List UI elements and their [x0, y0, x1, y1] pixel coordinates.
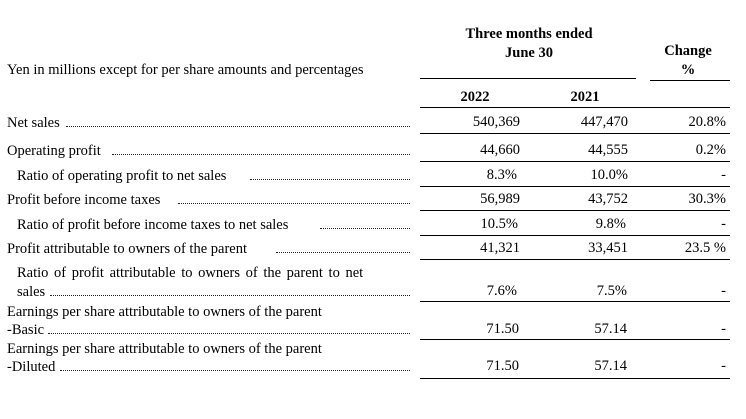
row-rule [420, 133, 730, 134]
value-change: - [721, 358, 726, 374]
value-2022: 7.6% [486, 283, 517, 299]
row-rule [420, 235, 730, 236]
value-2021: 57.14 [594, 358, 627, 374]
row-leader [48, 333, 410, 334]
row-label: Profit attributable to owners of the parent [7, 241, 247, 257]
value-2022: 71.50 [486, 321, 519, 337]
row-leader [50, 295, 410, 296]
period-header-line1: Three months ended [465, 26, 593, 42]
unit-note: Yen in millions except for per share amounts and percentages [7, 62, 364, 78]
value-2021: 57.14 [594, 321, 627, 337]
row-leader [60, 370, 410, 371]
value-change: 23.5 % [684, 240, 726, 256]
row-leader [250, 179, 410, 180]
row-leader [178, 203, 410, 204]
value-2022: 56,989 [480, 191, 520, 207]
row-label: Operating profit [7, 143, 101, 159]
row-label-line1: Ratio of profit attributable to owners of the parent to net [17, 265, 364, 281]
row-label: Profit before income taxes [7, 192, 161, 208]
row-label: Net sales [7, 115, 60, 131]
value-2021: 44,555 [588, 142, 628, 158]
col-header-2022: 2022 [460, 89, 490, 105]
value-2022: 41,321 [480, 240, 520, 256]
table-top-rule [420, 107, 730, 108]
value-2022: 10.5% [480, 216, 518, 232]
value-change: 20.8% [688, 114, 726, 130]
change-header-line1: Change [664, 43, 712, 59]
row-leader [320, 228, 410, 229]
row-rule [420, 259, 730, 260]
value-2021: 10.0% [590, 167, 628, 183]
value-2022: 8.3% [486, 167, 517, 183]
row-label-line2: -Diluted [7, 359, 56, 375]
value-2022: 44,660 [480, 142, 520, 158]
row-rule [420, 186, 730, 187]
row-leader [66, 126, 410, 127]
value-2021: 43,752 [588, 191, 628, 207]
value-2021: 9.8% [595, 216, 626, 232]
col-header-2021: 2021 [570, 89, 600, 105]
value-2021: 447,470 [580, 114, 628, 130]
row-label-line1: Earnings per share attributable to owners of the parent [7, 304, 322, 320]
period-header-line2: June 30 [505, 45, 553, 61]
row-label-line2: sales [17, 284, 46, 300]
row-rule [420, 161, 730, 162]
change-header-underline [650, 80, 730, 81]
row-label-line1: Earnings per share attributable to owners of the parent [7, 341, 322, 357]
value-change: - [721, 283, 726, 299]
value-change: 30.3% [688, 191, 726, 207]
row-label: Ratio of profit before income taxes to net sales [17, 217, 289, 233]
row-leader [276, 252, 410, 253]
value-change: - [721, 167, 726, 183]
value-change: - [721, 321, 726, 337]
period-header-underline [420, 78, 636, 79]
row-rule [420, 339, 730, 340]
row-rule [420, 210, 730, 211]
table-bottom-rule [420, 378, 730, 379]
row-label-line2: -Basic [7, 322, 45, 338]
value-2021: 7.5% [596, 283, 627, 299]
value-change: - [721, 216, 726, 232]
row-leader [112, 154, 410, 155]
value-2021: 33,451 [588, 240, 628, 256]
change-header-line2: % [680, 62, 696, 78]
value-2022: 71.50 [486, 358, 519, 374]
value-2022: 540,369 [472, 114, 520, 130]
value-change: 0.2% [695, 142, 726, 158]
row-rule [420, 301, 730, 302]
row-label: Ratio of operating profit to net sales [17, 168, 227, 184]
